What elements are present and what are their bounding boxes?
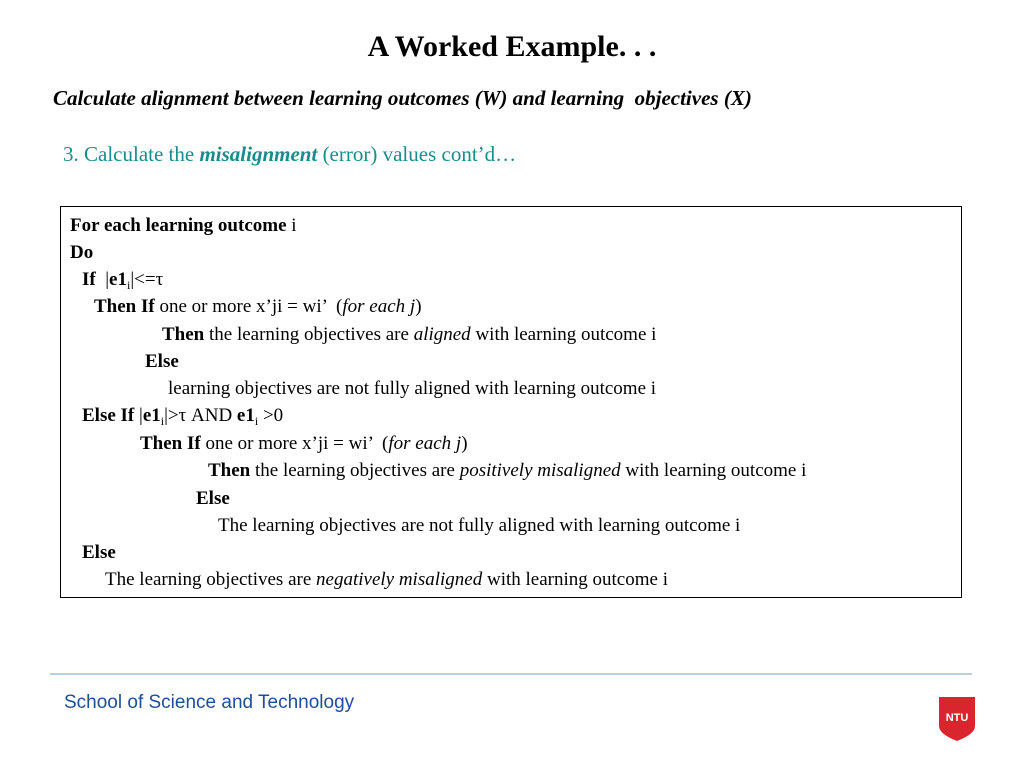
algo-line-else-1: Else — [145, 351, 179, 372]
algo-line-else-2: Else — [196, 488, 230, 509]
slide-subtitle: Calculate alignment between learning outcomes (W) and learning objectives (X) — [53, 86, 752, 110]
ntu-logo — [938, 696, 976, 742]
algo-line-else-3: Else — [82, 542, 116, 563]
ntu-logo-text: NTU — [945, 712, 969, 724]
algo-line-do: Do — [70, 242, 94, 263]
algo-line-not-aligned-2: The learning objectives are not fully aligned with learning outcome i — [218, 515, 741, 536]
algo-line-else-if: Else If $|e1_i|>\tau$ AND $e1_i >0$ — [82, 405, 284, 428]
slide-title: A Worked Example. . . — [367, 30, 657, 63]
step-emphasis: misalignment — [199, 142, 318, 166]
algo-line-for-each: For each learning outcome i — [70, 215, 297, 236]
step-prefix: 3. Calculate the — [63, 142, 200, 166]
algo-line-then-positive: Then the learning objectives are positively misaligned with learning outcome i — [208, 460, 807, 481]
algo-line-then-if-2: Then If one or more x’ji = wi’ (for each j) — [140, 433, 468, 454]
algo-line-negative: The learning objectives are negatively misaligned with learning outcome i — [105, 569, 668, 590]
algo-line-then-aligned: Then the learning objectives are aligned with learning outcome i — [162, 324, 657, 345]
footer-divider — [50, 673, 972, 675]
step-heading — [63, 142, 516, 167]
algo-line-then-if-1: Then If one or more x’ji = wi’ (for each j) — [94, 296, 422, 317]
algorithm-box — [60, 206, 962, 598]
algo-line-not-aligned-1: learning objectives are not fully aligned with learning outcome i — [168, 378, 657, 399]
footer-school-name: School of Science and Technology — [64, 692, 355, 713]
algo-line-if: If $|e1_i|<=\tau$ — [82, 269, 164, 292]
step-suffix: (error) values cont’d… — [317, 142, 517, 166]
